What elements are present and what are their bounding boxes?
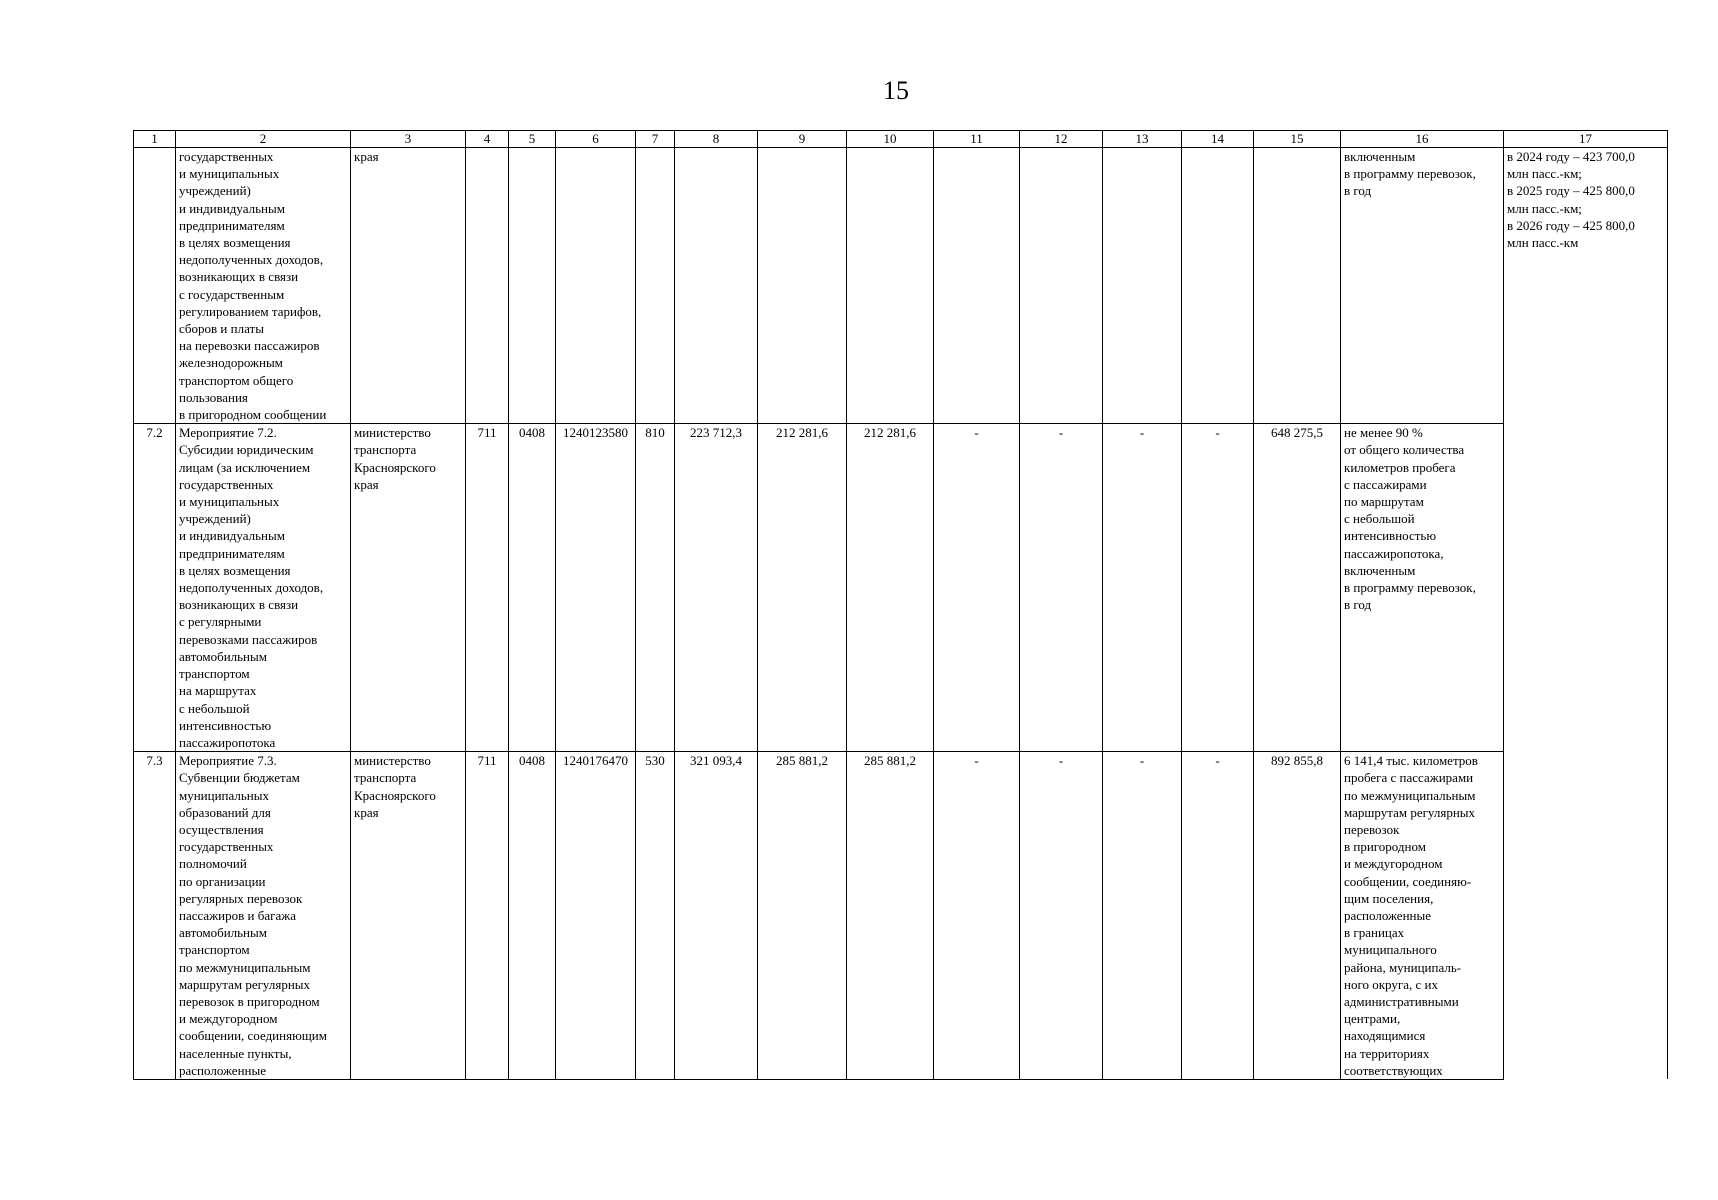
expense-type-code: [636, 148, 675, 424]
row-number: 7.2: [134, 424, 176, 752]
target-article-code: 1240176470: [556, 752, 636, 1080]
table-row: [134, 148, 1668, 424]
grbs-code: 711: [466, 752, 509, 1080]
column-12-value: [1020, 148, 1103, 424]
measure-name: государственных и муниципальных учреждений) и индивидуальным предпринимателям в целях возмещения недополученных доходов, возникающих в связи с государственным регулированием тарифов, сборов и платы на перевозки пассажиров железнодорожным транспортом общего пользования в пригородном сообщении: [176, 148, 351, 424]
row-number: 7.3: [134, 752, 176, 1080]
executor: края: [351, 148, 466, 424]
column-header: 6: [556, 131, 636, 148]
column-13-value: -: [1103, 752, 1182, 1080]
expected-result: 6 141,4 тыс. километров пробега с пассажирами по межмуниципальным маршрутам регулярных перевозок в пригородном и междугородном сообщении, соединяю- щим поселения, расположенные в границах муниципального района, муниципаль- ного округа, с их административными центрами, находящимися на территориях соответствующих: [1341, 752, 1504, 1080]
amount-year-2: 285 881,2: [758, 752, 847, 1080]
amount-year-3: 212 281,6: [847, 424, 934, 752]
column-12-value: -: [1020, 424, 1103, 752]
column-11-value: [934, 148, 1020, 424]
executor: министерство транспорта Красноярского края: [351, 752, 466, 1080]
executor: министерство транспорта Красноярского края: [351, 424, 466, 752]
section-code: 0408: [509, 752, 556, 1080]
column-header: 10: [847, 131, 934, 148]
column-header: 7: [636, 131, 675, 148]
grbs-code: 711: [466, 424, 509, 752]
total-amount: 648 275,5: [1254, 424, 1341, 752]
section-code: [509, 148, 556, 424]
column-header: 5: [509, 131, 556, 148]
amount-year-1: 321 093,4: [675, 752, 758, 1080]
column-14-value: [1182, 148, 1254, 424]
indicator-note: в 2024 году – 423 700,0 млн пасс.-км; в 2025 году – 425 800,0 млн пасс.-км; в 2026 году – 425 800,0 млн пасс.-км: [1504, 148, 1668, 1080]
column-13-value: -: [1103, 424, 1182, 752]
amount-year-2: 212 281,6: [758, 424, 847, 752]
column-header: 17: [1504, 131, 1668, 148]
total-amount: [1254, 148, 1341, 424]
section-code: 0408: [509, 424, 556, 752]
measures-table: [133, 130, 1668, 1080]
column-header: 15: [1254, 131, 1341, 148]
expected-result: включенным в программу перевозок, в год: [1341, 148, 1504, 424]
page-number: 15: [883, 76, 909, 105]
column-header: 1: [134, 131, 176, 148]
column-header: 12: [1020, 131, 1103, 148]
amount-year-2: [758, 148, 847, 424]
target-article-code: 1240123580: [556, 424, 636, 752]
amount-year-3: 285 881,2: [847, 752, 934, 1080]
table-row: [134, 424, 1668, 752]
column-11-value: -: [934, 424, 1020, 752]
expected-result: не менее 90 % от общего количества километров пробега с пассажирами по маршрутам с небольшой интенсивностью пассажиропотока, включенным в программу перевозок, в год: [1341, 424, 1504, 752]
expense-type-code: 810: [636, 424, 675, 752]
column-header: 14: [1182, 131, 1254, 148]
column-header: 3: [351, 131, 466, 148]
column-number-row: [134, 131, 1668, 148]
amount-year-1: 223 712,3: [675, 424, 758, 752]
column-12-value: -: [1020, 752, 1103, 1080]
column-header: 4: [466, 131, 509, 148]
table-row: [134, 752, 1668, 1080]
amount-year-1: [675, 148, 758, 424]
grbs-code: [466, 148, 509, 424]
row-number: [134, 148, 176, 424]
column-header: 2: [176, 131, 351, 148]
column-header: 9: [758, 131, 847, 148]
column-14-value: -: [1182, 752, 1254, 1080]
column-header: 16: [1341, 131, 1504, 148]
column-14-value: -: [1182, 424, 1254, 752]
column-header: 11: [934, 131, 1020, 148]
column-header: 13: [1103, 131, 1182, 148]
amount-year-3: [847, 148, 934, 424]
measure-name: Мероприятие 7.2. Субсидии юридическим лицам (за исключением государственных и муниципальных учреждений) и индивидуальным предпринимателям в целях возмещения недополученных доходов, возникающих в связи с регулярными перевозками пассажиров автомобильным транспортом на маршрутах с небольшой интенсивностью пассажиропотока: [176, 424, 351, 752]
column-13-value: [1103, 148, 1182, 424]
column-11-value: -: [934, 752, 1020, 1080]
target-article-code: [556, 148, 636, 424]
total-amount: 892 855,8: [1254, 752, 1341, 1080]
column-header: 8: [675, 131, 758, 148]
measure-name: Мероприятие 7.3. Субвенции бюджетам муниципальных образований для осуществления государственных полномочий по организации регулярных перевозок пассажиров и багажа автомобильным транспортом по межмуниципальным маршрутам регулярных перевозок в пригородном и междугородном сообщении, соединяющим населенные пункты, расположенные: [176, 752, 351, 1080]
expense-type-code: 530: [636, 752, 675, 1080]
